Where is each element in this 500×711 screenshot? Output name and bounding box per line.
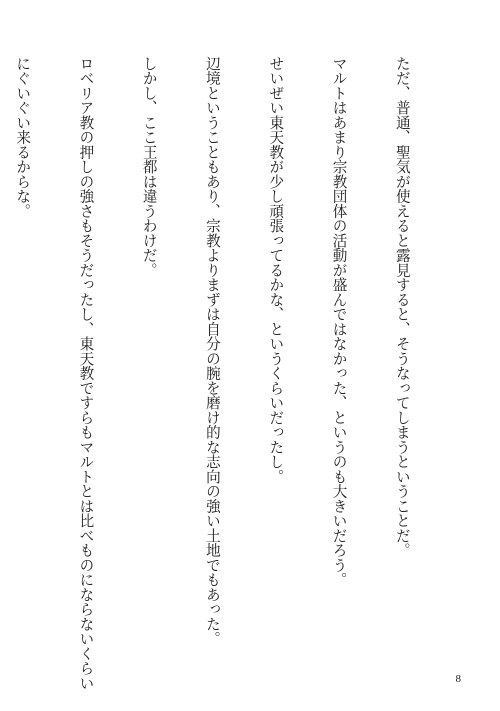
- text-line: ロベリア教の押しの強さもそうだったし、東天教ですらもマルトとは比べものにならないくらい: [77, 56, 95, 691]
- text-line: にぐいぐい来るからな。: [14, 56, 32, 219]
- vertical-text-block: [14, 56, 455, 691]
- text-line: ただ、普通、聖気が使えると露見すると、そうなってしまうということだ。: [393, 56, 411, 558]
- text-line: マルトはあまり宗教団体の活動が盛んではなかった、というのも大きいだろう。: [330, 56, 348, 587]
- page-number: 8: [455, 673, 461, 685]
- text-line: 辺境ということもあり、宗教よりまずは自分の腕を磨け的な志向の強い土地でもあった。: [203, 56, 221, 646]
- text-line: しかし、ここ王都は違うわけだ。: [140, 56, 158, 278]
- text-line: せいぜい東天教が少し頑張ってるかな、というくらいだったし。: [267, 56, 285, 484]
